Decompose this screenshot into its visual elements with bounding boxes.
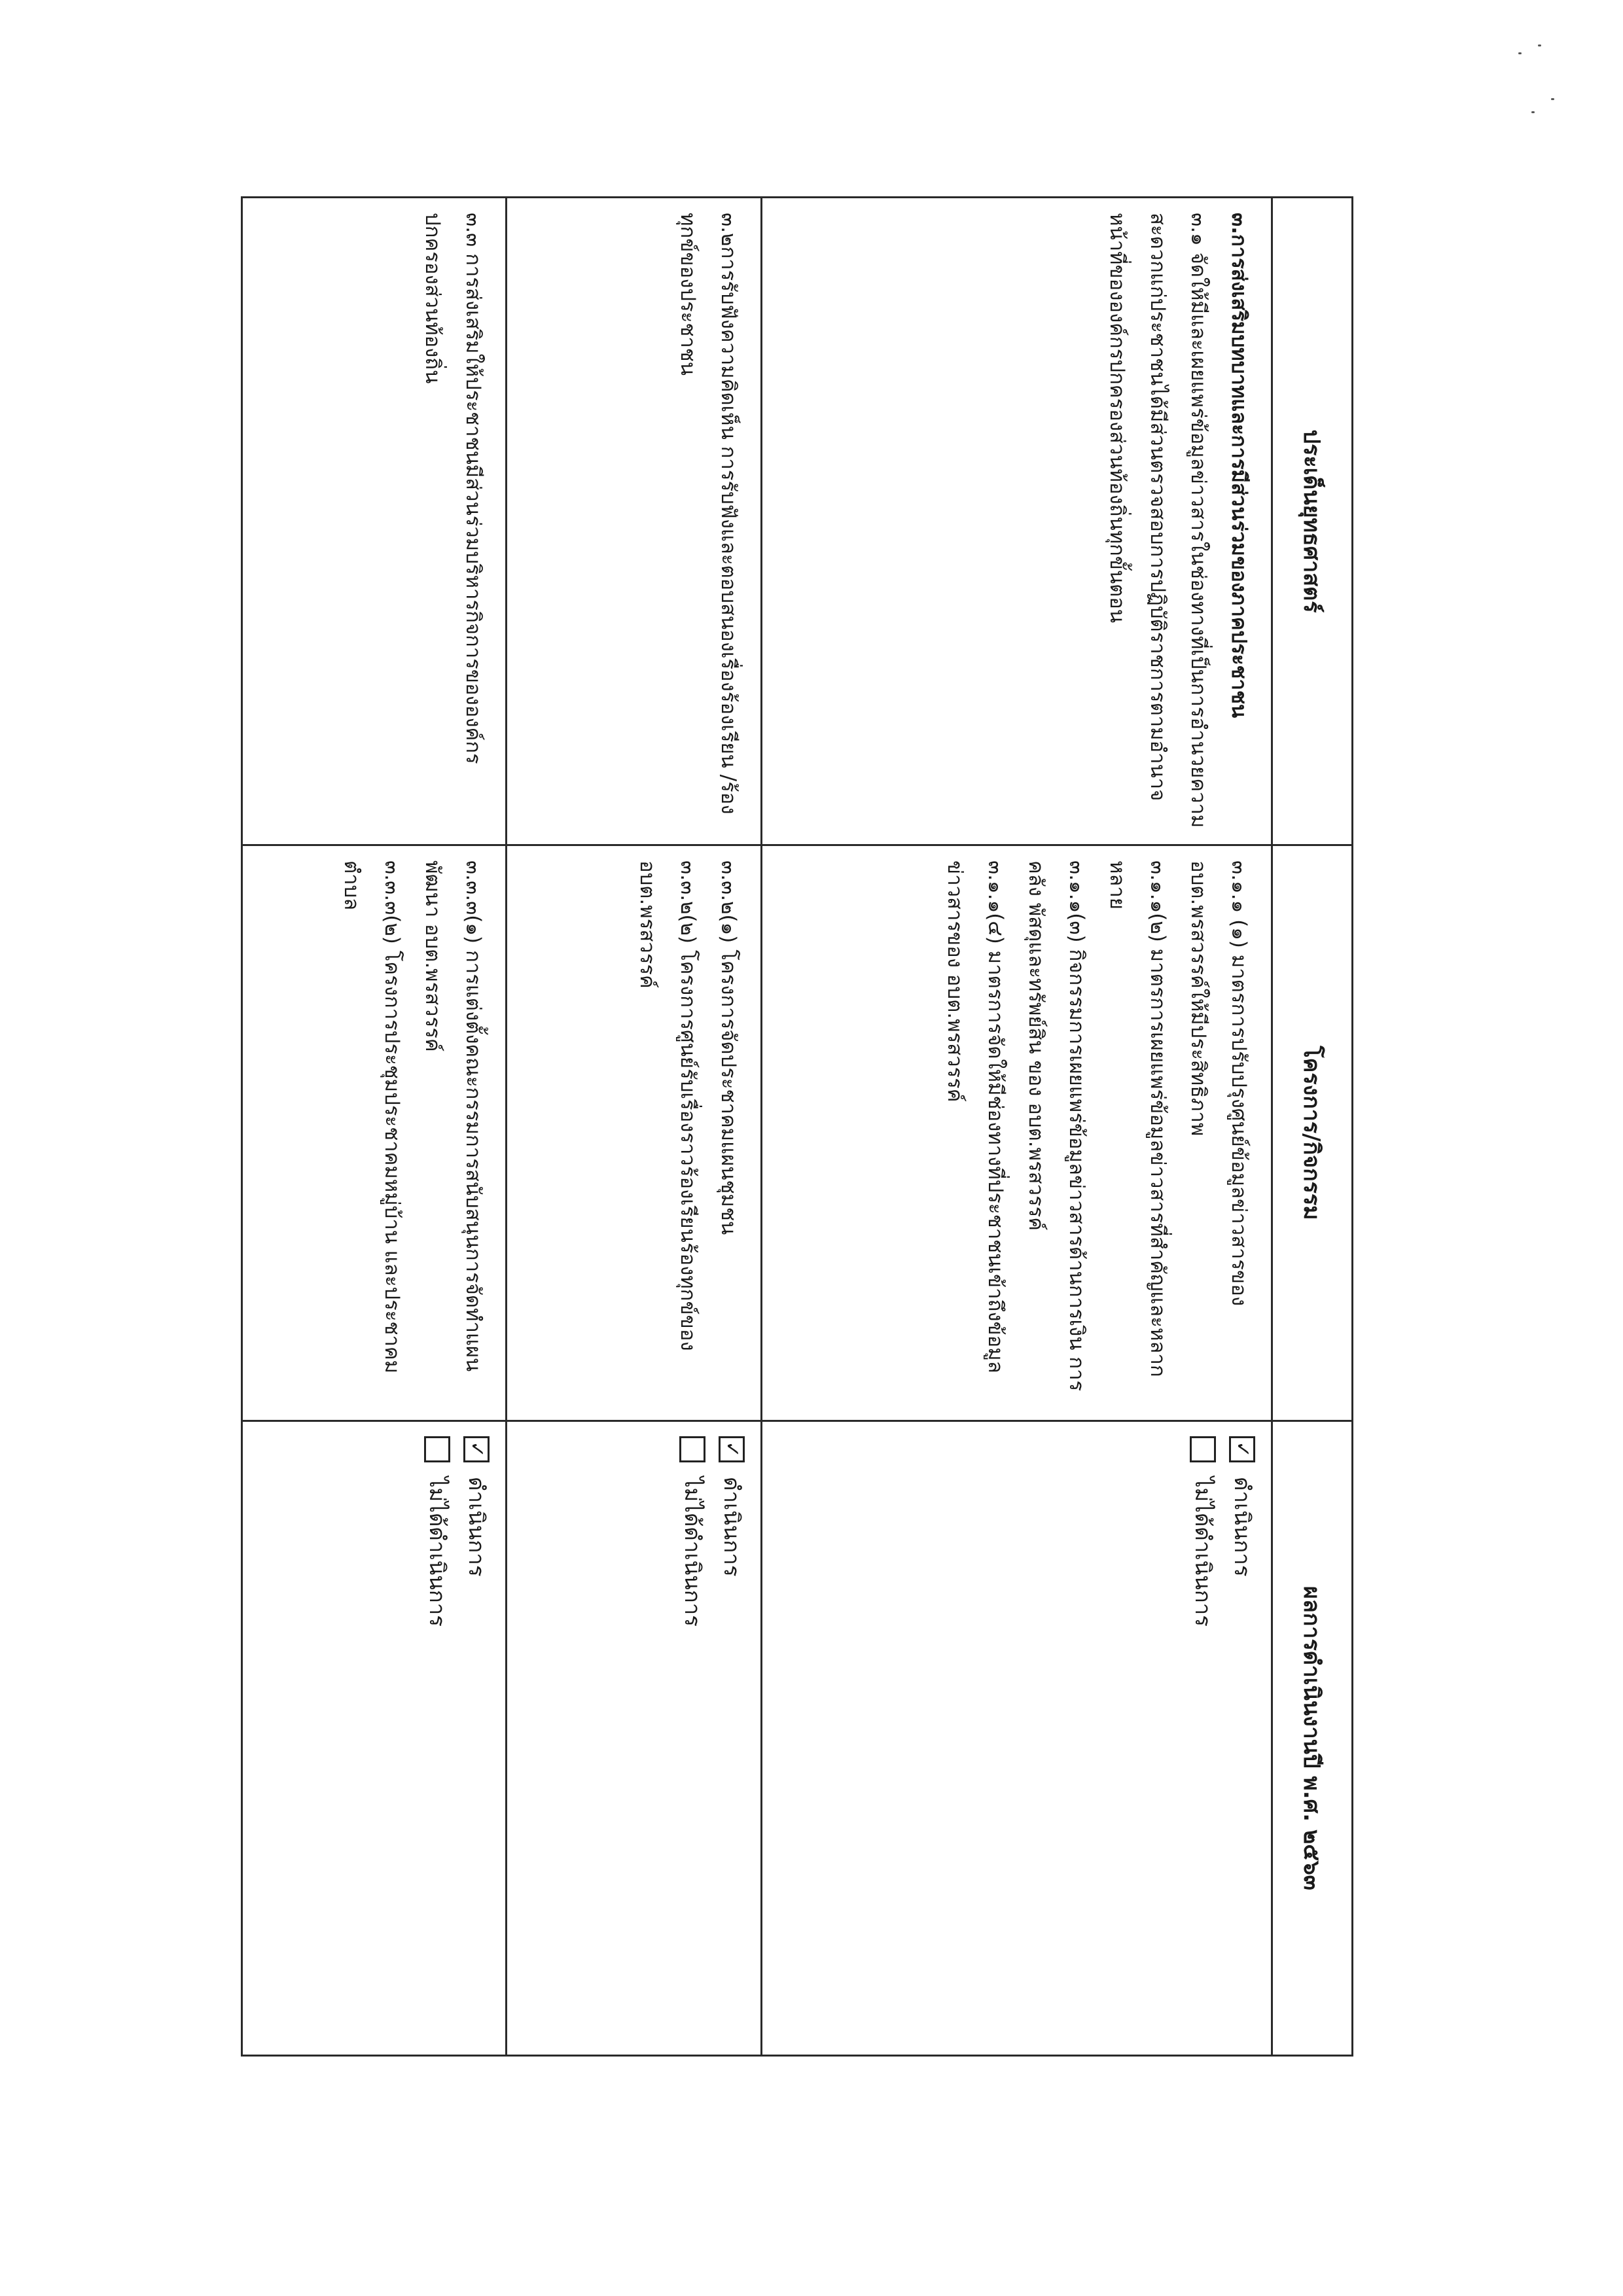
strategy-cell: [762, 198, 1272, 845]
project-item: ๓.๑.๑ (๑) มาตรการปรับปรุงศูนย์ข้อมูลข่าวสารของ อบต.พรสวรรค์ให้มีประสิทธิภาพ: [1186, 860, 1251, 1306]
header-strategy: ประเด็นยุทธศาสตร์: [1272, 198, 1353, 845]
header-projects: โครงการ/กิจกรรม: [1272, 845, 1353, 1421]
status-done-label: ดำเนินการ: [1230, 1477, 1255, 1577]
project-item: ๓.๑.๑(๔) มาตรการจัดให้มีช่องทางที่ประชาชนเข้าถึงข้อมูลข่าวสารของ อบต.พรสวรรค์: [943, 860, 1007, 1373]
status-not-done-option[interactable]: [1183, 1436, 1222, 2040]
strategy-cell: [507, 198, 762, 845]
table-header-row: [1272, 198, 1353, 2056]
project-item: ๓.๓.๓(๒) โครงการประชุมประชาคมหมู่บ้าน และประชาคมตำบล: [340, 860, 404, 1374]
strategy-cell: [242, 198, 507, 845]
status-done-label: ดำเนินการ: [719, 1477, 745, 1577]
checkbox-checked[interactable]: [1229, 1436, 1255, 1462]
strategy-table-wrapper: [241, 196, 1353, 2055]
project-item: ๓.๓.๒(๒) โครงการศูนย์รับเรื่องราวร้องเรียนร้องทุกข์ของ อบต.พรสวรรค์: [635, 860, 700, 1351]
status-done-option[interactable]: [1222, 1436, 1262, 2040]
projects-cell: [762, 845, 1272, 1421]
table-row: [762, 198, 1272, 2056]
table-row: [242, 198, 507, 2056]
status-not-done-label: ไม่ได้ดำเนินการ: [425, 1477, 450, 1627]
project-item: ๓.๓.๒(๑) โครงการจัดประชาคมแผนชุมชน: [717, 860, 740, 1235]
status-not-done-option[interactable]: [673, 1436, 712, 2040]
header-result: ผลการดำเนินงานปี พ.ศ. ๒๕๖๓: [1272, 1421, 1353, 2056]
status-done-label: ดำเนินการ: [464, 1477, 490, 1577]
checkbox-checked[interactable]: [463, 1436, 490, 1462]
checkbox-unchecked[interactable]: [679, 1436, 705, 1462]
project-item: ๓.๓.๓(๑) การแต่งตั้งคณะกรรมการสนับสนุนการจัดทำแผนพัฒนา อบต.พรสวรรค์: [421, 860, 485, 1372]
result-cell: [242, 1421, 507, 2056]
project-item: ๓.๑.๑(๓) กิจกรรมการเผยแพร่ข้อมูลข่าวสารด้านการเงิน การคลัง พัสดุและทรัพย์สิน ของ อบต.พรสวรรค์: [1024, 860, 1088, 1392]
project-item: ๓.๑.๑(๒) มาตรการเผยแพร่ข้อมูลข่าวสารที่สำคัญและหลากหลาย: [1105, 860, 1169, 1377]
projects-cell: [507, 845, 762, 1421]
status-not-done-label: ไม่ได้ดำเนินการ: [1190, 1477, 1216, 1627]
result-cell: [507, 1421, 762, 2056]
status-not-done-option[interactable]: [418, 1436, 457, 2040]
strategy-table: [241, 196, 1353, 2057]
status-done-option[interactable]: [712, 1436, 751, 2040]
projects-cell: [242, 845, 507, 1421]
strategy-text: ๓.๓ การส่งเสริมให้ประชาชนมีส่วนร่วมบริหารกิจการขององค์กรปกครองส่วนท้องถิ่น: [421, 213, 485, 764]
checkbox-unchecked[interactable]: [424, 1436, 450, 1462]
status-not-done-label: ไม่ได้ดำเนินการ: [680, 1477, 705, 1627]
strategy-text: ๓.๑ จัดให้มีและเผยแพร่ข้อมูลข่าวสารในช่องทางที่เป็นการอำนวยความสะดวกแก่ประชาชนได้มีส่วนตรวจสอบการปฏิบัติราชการตามอำนาจหน้าที่ขององค์กรปกครองส่วนท้องถิ่นทุกขั้นตอน: [1105, 213, 1210, 828]
checkbox-checked[interactable]: [719, 1436, 745, 1462]
table-row: [507, 198, 762, 2056]
strategy-text: ๓.๒การรับฟังความคิดเห็น การรับฟังและตอบสนองเรื่องร้องเรียน /ร้องทุกข์ของประชาชน: [676, 213, 740, 815]
result-cell: [762, 1421, 1272, 2056]
checkbox-unchecked[interactable]: [1190, 1436, 1216, 1462]
strategy-heading: ๓.การส่งเสริมบทบาทและการมีส่วนร่วมของภาคประชาชน: [1227, 213, 1251, 718]
status-done-option[interactable]: [457, 1436, 496, 2040]
